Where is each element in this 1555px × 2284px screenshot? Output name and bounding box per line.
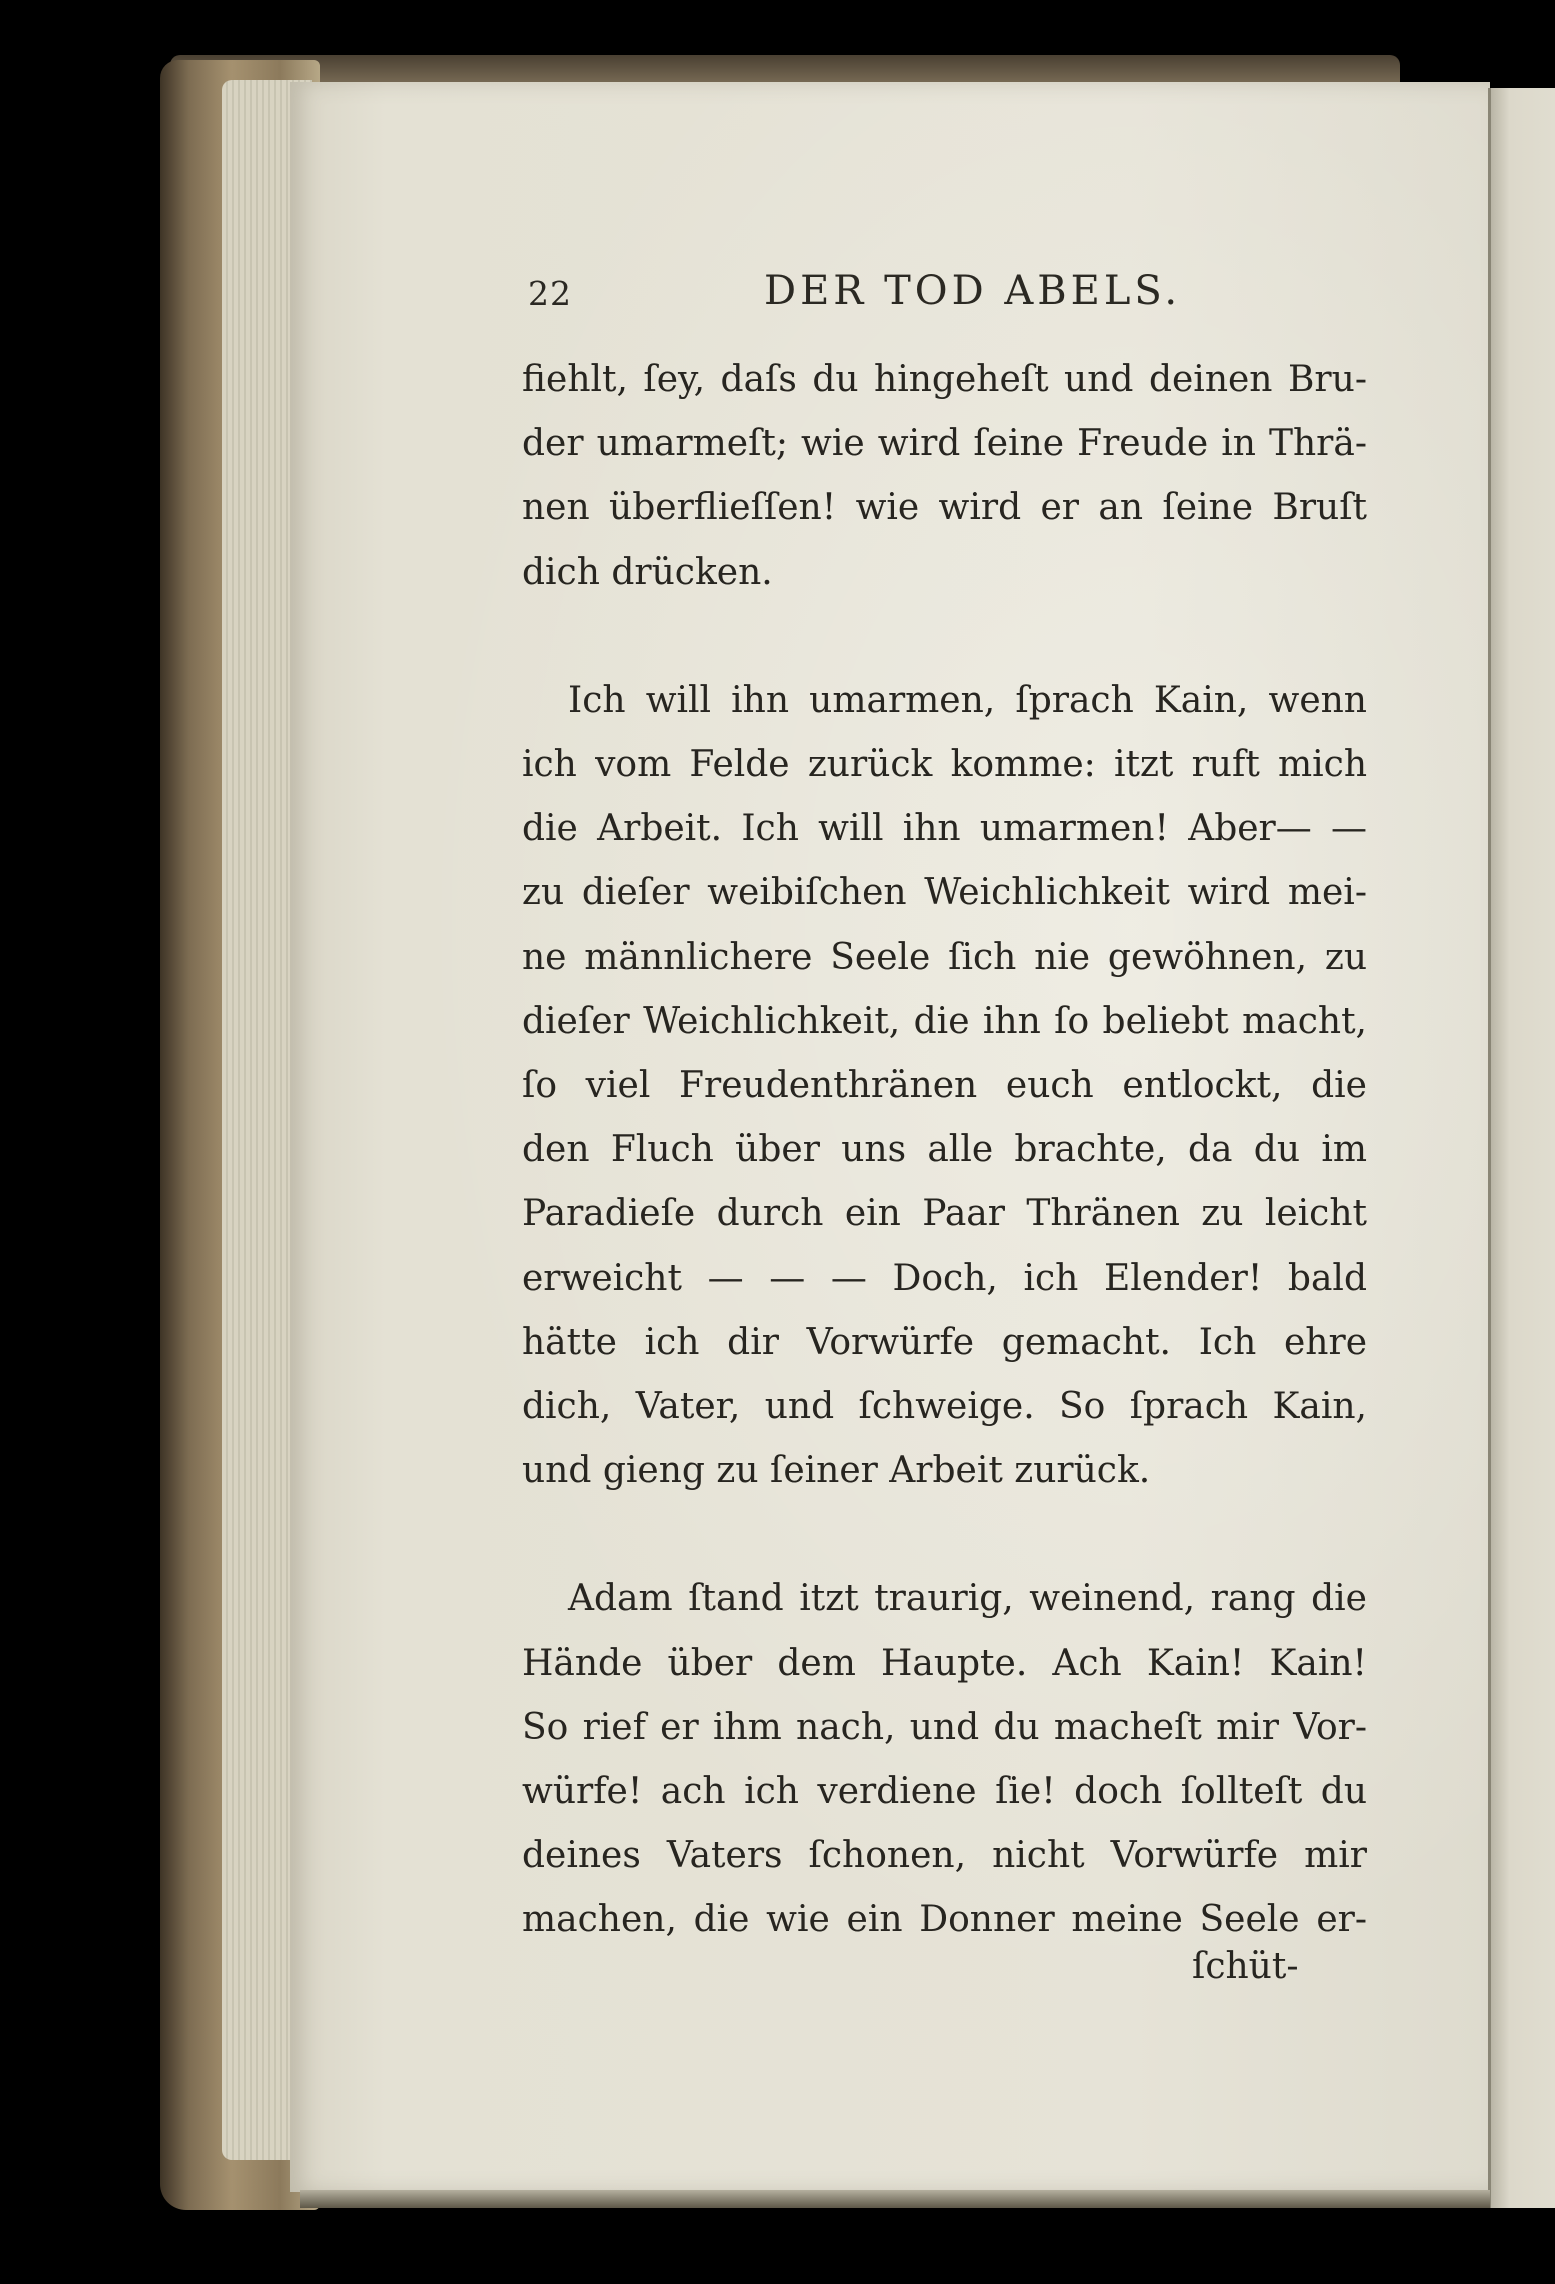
text-line: fiehlt, ſey, daſs du hingeheſt und deinen Bru- <box>522 359 1367 400</box>
text-line: nen überflieſſen! wie wird er an ſeine Bruſt <box>522 487 1367 529</box>
text-line: die Arbeit. Ich will ihn umarmen! Aber— — <box>522 808 1367 850</box>
body-text <box>522 348 1367 1953</box>
text-line: machen, die wie ein Donner meine Seele er- <box>522 1899 1367 1941</box>
text-line: ich vom Felde zurück komme: itzt ruft mich <box>522 744 1367 786</box>
text-line: würfe! ach ich verdiene ſie! doch ſollteſt du <box>522 1771 1367 1813</box>
facing-page-edge <box>1490 88 1555 2208</box>
text-line: ſo viel Freudenthränen euch entlockt, die <box>522 1065 1367 1107</box>
text-line: Ich will ihn umarmen, ſprach Kain, wenn <box>568 679 1367 721</box>
text-line: dieſer Weichlichkeit, die ihn ſo beliebt macht, <box>522 1000 1367 1042</box>
text-line: Adam ſtand itzt traurig, weinend, rang die <box>568 1578 1367 1620</box>
page-bottom-edge <box>300 2190 1490 2208</box>
text-line: und gieng zu ſeiner Arbeit zurück. <box>522 1450 1151 1492</box>
running-head <box>528 268 1368 328</box>
text-line: zu dieſer weibiſchen Weichlichkeit wird mei- <box>522 872 1367 914</box>
paragraph-3 <box>522 1567 1367 1952</box>
paragraph-2 <box>522 669 1367 1504</box>
paragraph-1 <box>522 348 1367 605</box>
text-line: hätte ich dir Vorwürfe gemacht. Ich ehre <box>522 1321 1367 1363</box>
text-line: erweicht — — — Doch, ich Elender! bald <box>522 1257 1367 1299</box>
text-line: So rief er ihm nach, und du macheſt mir Vor- <box>522 1706 1367 1748</box>
text-line: den Fluch über uns alle brachte, da du im <box>522 1129 1367 1171</box>
text-line: Hände über dem Haupte. Ach Kain! Kain! <box>522 1642 1367 1684</box>
running-title: DER TOD ABELS. <box>764 268 1182 314</box>
text-line: der umarmeſt; wie wird ſeine Freude in Thrä- <box>522 423 1367 465</box>
text-line: dich, Vater, und ſchweige. So ſprach Kain, <box>522 1386 1367 1428</box>
catchword: ſchüt- <box>1192 1946 1299 1987</box>
page-gutter <box>1488 88 1491 2208</box>
text-line: deines Vaters ſchonen, nicht Vorwürfe mir <box>522 1835 1367 1877</box>
text-line: Paradieſe durch ein Paar Thränen zu leicht <box>522 1193 1367 1235</box>
text-line: ne männlichere Seele ſich nie gewöhnen, zu <box>522 936 1367 978</box>
page-number: 22 <box>528 274 572 313</box>
text-line: dich drücken. <box>522 551 773 593</box>
